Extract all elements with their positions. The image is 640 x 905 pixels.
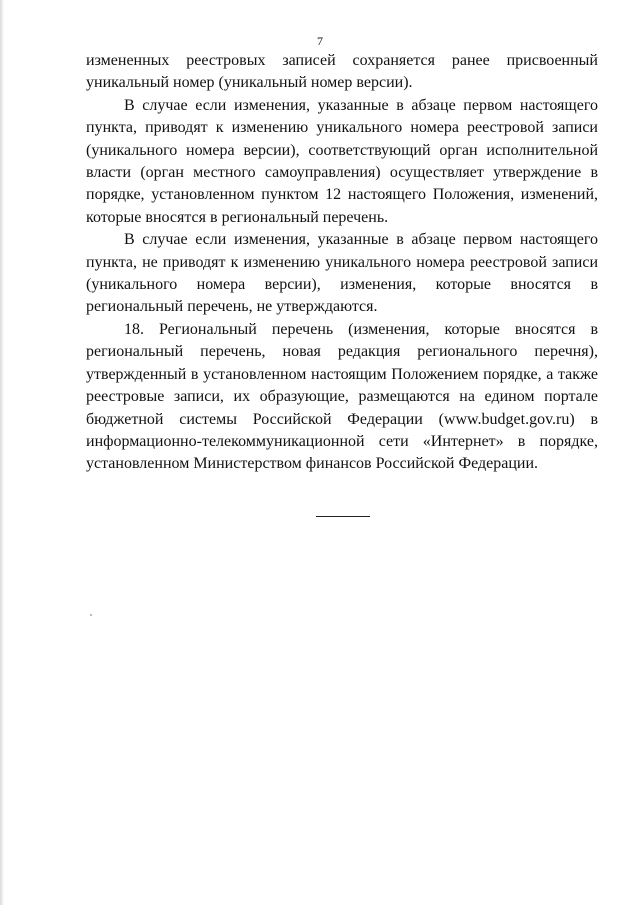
paragraph-no-unique-number-change: В случае если изменения, указанные в абзаце первом настоящего пункта, не приводят к изменению уникального номера реестровой записи (уникального номера версии), изменения, которые вносятся в региональный перечень, не утверждаются.	[86, 231, 598, 316]
body-text	[86, 50, 598, 476]
paragraph-item-18: 18. Региональный перечень (изменения, которые вносятся в региональный перечень, новая редакция регионального перечня), утвержденный в установленном настоящим Положением порядке, а также реестровые записи, их образующие, размещаются на едином портале бюджетной системы Российской Федерации (www.budget.gov.ru) в информационно-телекоммуникационной сети «Интернет» в порядке, установленном Министерством финансов Российской Федерации.	[86, 320, 598, 473]
scan-speck	[90, 614, 92, 616]
end-of-document-rule	[316, 516, 370, 517]
page-number: 7	[317, 34, 323, 48]
paragraph-unique-number-change: В случае если изменения, указанные в абзаце первом настоящего пункта, приводят к изменению уникального номера реестровой записи (уникального номера версии), соответствующий орган исполнительной власти (орган местного самоуправления) осуществляет утверждение в порядке, установленном пунктом 12 настоящего Положения, изменений, которые вносятся в региональный перечень.	[86, 96, 598, 226]
scan-edge-shadow	[0, 0, 4, 905]
paragraph-continuation: измененных реестровых записей сохраняется ранее присвоенный уникальный номер (уникальный номер версии).	[86, 52, 598, 92]
